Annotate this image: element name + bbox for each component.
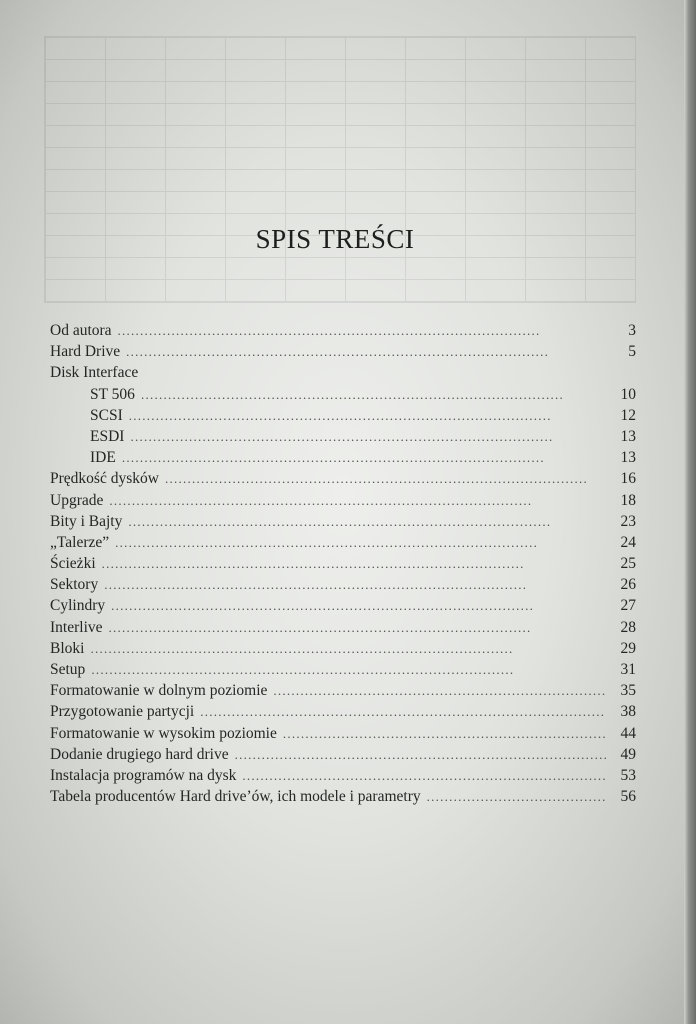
dot-leader: [283, 726, 606, 742]
toc-page-number: 31: [620, 661, 636, 678]
toc-page-number: 56: [620, 788, 636, 806]
toc-entry-label: Formatowanie w wysokim poziomie: [50, 724, 277, 742]
toc-entry: [50, 470, 636, 491]
toc-entry-label: ST 506: [90, 385, 135, 403]
toc-page-number: 53: [620, 766, 636, 784]
toc-entry: [50, 725, 636, 746]
toc-page-number: 3: [628, 322, 636, 339]
book-edge: [684, 0, 696, 1024]
toc-entry: [50, 534, 636, 555]
dot-leader: [115, 535, 606, 551]
dot-leader: [109, 620, 606, 636]
toc-entry-label: SCSI: [90, 406, 123, 424]
toc-entry-label: Dodanie drugiego hard drive: [50, 745, 229, 763]
toc-entry-label: Ścieżki: [50, 555, 96, 573]
toc-entry: [50, 449, 636, 470]
toc-entry: [50, 576, 636, 597]
toc-entry: [50, 788, 636, 809]
toc-page-number: 49: [620, 745, 636, 763]
dot-leader: [126, 344, 606, 360]
toc-entry: [50, 407, 636, 428]
toc-entry: [50, 703, 636, 724]
dot-leader: [273, 683, 606, 699]
toc-page-number: 13: [620, 427, 636, 445]
dot-leader: [111, 598, 606, 614]
toc-entry: [50, 364, 636, 385]
dot-leader: [200, 704, 606, 720]
toc-entry-label: Tabela producentów Hard drive’ów, ich modele i parametry: [50, 788, 421, 806]
toc-page-number: 16: [620, 470, 636, 488]
dot-leader: [427, 789, 606, 805]
toc-entry-label: Formatowanie w dolnym poziomie: [50, 682, 268, 700]
toc-entry: [50, 343, 636, 364]
dot-leader: [118, 323, 606, 339]
page-title: SPIS TREŚCI: [255, 224, 415, 254]
toc-entry: [50, 386, 636, 407]
toc-entry-label: ESDI: [90, 427, 125, 445]
toc-entry-label: Prędkość dysków: [50, 470, 159, 488]
toc-entry: [50, 492, 636, 513]
toc-page-number: 5: [628, 343, 636, 361]
toc-page-number: 35: [620, 682, 636, 700]
toc-entry-label: Instalacja programów na dysk: [50, 766, 237, 784]
dot-leader: [91, 662, 606, 678]
toc-entry-label: Sektory: [50, 576, 99, 594]
toc-entry: [50, 661, 636, 682]
toc-page-number: 25: [620, 555, 636, 573]
toc-page-number: 13: [620, 449, 636, 467]
dot-leader: [104, 577, 606, 593]
toc-page-number: 12: [620, 406, 636, 424]
toc-page-number: 38: [620, 703, 636, 721]
toc-entry: [50, 428, 636, 449]
dot-leader: [90, 641, 606, 657]
toc-entry-label: Hard Drive: [50, 343, 121, 361]
toc-entry-label: Bloki: [50, 639, 85, 657]
bleed-through-table: [44, 36, 636, 303]
toc-entry-label: Disk Interface: [50, 364, 139, 382]
table-of-contents: [50, 322, 636, 809]
toc-entry-label: Bity i Bajty: [50, 512, 123, 530]
toc-entry: [50, 619, 636, 640]
toc-page-number: 18: [620, 491, 636, 509]
dot-leader: [102, 556, 606, 572]
toc-entry: [50, 682, 636, 703]
dot-leader: [128, 514, 606, 530]
toc-entry-label: Setup: [50, 661, 86, 678]
toc-page-number: 27: [620, 597, 636, 615]
dot-leader: [242, 768, 606, 784]
toc-page-number: 44: [620, 724, 636, 742]
toc-page-number: 26: [620, 576, 636, 594]
dot-leader: [141, 387, 606, 403]
toc-entry-label: „Talerze”: [50, 533, 110, 551]
toc-entry: [50, 597, 636, 618]
toc-page-number: 23: [620, 512, 636, 530]
toc-entry: [50, 767, 636, 788]
dot-leader: [129, 408, 606, 424]
toc-entry-label: Interlive: [50, 618, 103, 636]
dot-leader: [109, 493, 606, 509]
dot-leader: [235, 747, 606, 763]
toc-entry-label: Cylindry: [50, 597, 106, 615]
toc-entry-label: Od autora: [50, 322, 112, 339]
toc-entry: [50, 746, 636, 767]
toc-entry: [50, 555, 636, 576]
toc-entry: [50, 640, 636, 661]
toc-entry-label: Przygotowanie partycji: [50, 703, 195, 721]
toc-entry: [50, 322, 636, 343]
dot-leader: [122, 450, 606, 466]
toc-page-number: 24: [620, 533, 636, 551]
dot-leader: [165, 471, 606, 487]
toc-page-number: 10: [620, 385, 636, 403]
toc-entry-label: IDE: [90, 449, 116, 467]
toc-page-number: 29: [620, 639, 636, 657]
dot-leader: [130, 429, 606, 445]
toc-page-number: 28: [620, 618, 636, 636]
toc-entry: [50, 513, 636, 534]
toc-entry-label: Upgrade: [50, 491, 104, 509]
